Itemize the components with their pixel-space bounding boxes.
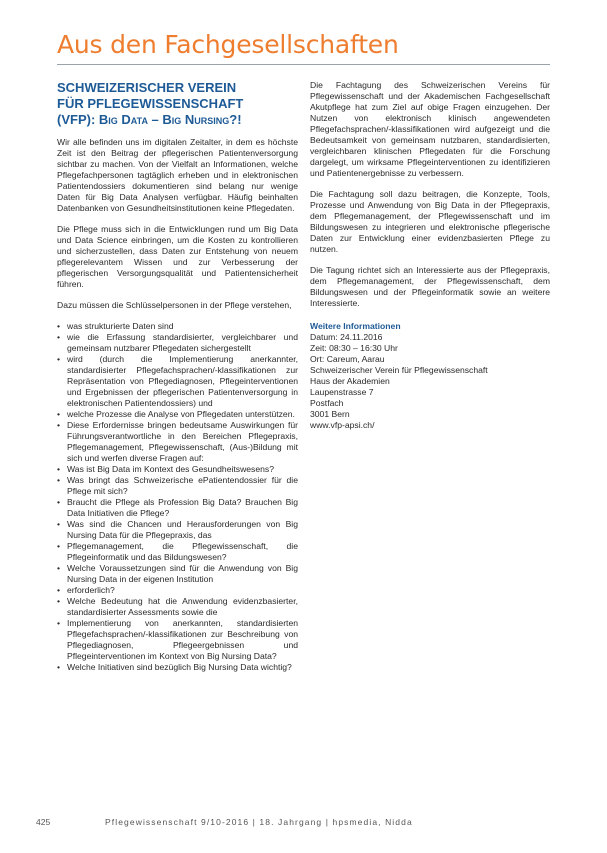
left-column xyxy=(57,80,298,673)
info-address-postbox: Postfach xyxy=(310,398,344,408)
info-address-building: Haus der Akademien xyxy=(310,376,390,386)
title-line-3-prefix: (VFP): xyxy=(57,112,99,127)
page-number: 425 xyxy=(36,817,51,827)
body-paragraph: Die Fachtagung soll dazu beitragen, die Konzepte, Tools, Prozesse und Anwendung von Big Data in der Pflegepraxis, dem Pflegemanagement, der Pflegewissenschaft und im Bildungswesen zu integrieren und elektronische pflegerische Daten zur Entwicklung einer evidenzbasierten Pflege zu nutzen. xyxy=(310,189,550,254)
footer-publication-info: Pflegewissenschaft 9/10-2016 | 18. Jahrgang | hpsmedia, Nidda xyxy=(105,817,413,827)
list-item: • wird (durch die Implementierung anerkannter, standardisierter Pflegefachsprachen/-klassifikationen zur Repräsentation von Pflegediagnosen, Pflegeinterventionen und Ergebnissen der pflegerischen Patientenversorgung in elektronischen Patientendossiers) und xyxy=(57,354,298,409)
list-item: • Welche Initiativen sind bezüglich Big Nursing Data wichtig? xyxy=(57,662,298,673)
list-item: • was strukturierte Daten sind xyxy=(57,321,298,332)
section-title: Aus den Fachgesellschaften xyxy=(57,30,399,59)
info-time: Zeit: 08:30 – 16:30 Uhr xyxy=(310,343,398,353)
article-title xyxy=(57,80,298,128)
title-line-1: SCHWEIZERISCHER VEREIN xyxy=(57,80,237,95)
info-organization: Schweizerischer Verein für Pflegewissenschaft xyxy=(310,365,488,375)
header-divider xyxy=(57,64,550,65)
info-address-city: 3001 Bern xyxy=(310,409,350,419)
info-address-street: Laupenstrasse 7 xyxy=(310,387,374,397)
list-item: • welche Prozesse die Analyse von Pflegedaten unterstützen. xyxy=(57,409,298,420)
list-item: • erforderlich? xyxy=(57,585,298,596)
title-line-2: FÜR PFLEGEWISSENSCHAFT xyxy=(57,96,244,111)
list-item: • Was sind die Chancen und Herausforderungen von Big Nursing Data für die Pflegepraxis, das xyxy=(57,519,298,541)
info-location: Ort: Careum, Aarau xyxy=(310,354,385,364)
page-footer xyxy=(0,817,607,831)
body-paragraph: Die Tagung richtet sich an Interessierte aus der Pflegepraxis, dem Pflegemanagement, der Pflegewissenschaft, dem Bildungswesen und der Pflegeinformatik sowie an weitere Interessierte. xyxy=(310,265,550,308)
body-paragraph: Die Pflege muss sich in die Entwicklungen rund um Big Data und Data Science einbringen, um die Kosten zu kontrollieren und sicherzustellen, dass Daten zur Entstehung von neuem pflegerelevantem Wissen und zur Verbesserung der pflegerischen Versorgungsqualität und Patientensicherheit führen. xyxy=(57,224,298,289)
list-item: • Welche Voraussetzungen sind für die Anwendung von Big Nursing Data in der eigenen Institution xyxy=(57,563,298,585)
list-item: • Was ist Big Data im Kontext des Gesundheitswesens? xyxy=(57,464,298,475)
info-heading: Weitere Informationen xyxy=(310,321,401,331)
intro-paragraph: Wir alle befinden uns im digitalen Zeitalter, in dem es höchste Zeit ist den Beitrag der pflegerischen Patientenversorgung sichtbar zu machen. Von der Vielfalt an Informationen, welche Pflegefachpersonen tagtäglich erheben und in elektronischen Patientendossiers dokumentieren sind belang nur wenige Daten für Big Data Analysen verfügbar. Häufig beinhalten Datenbanken von Gesundheitsinstitutionen keine Pflegedaten. xyxy=(57,137,298,213)
list-item: • Pflegemanagement, die Pflegewissenschaft, die Pflegeinformatik und das Bildungswesen? xyxy=(57,541,298,563)
question-list xyxy=(57,321,298,673)
list-item: • Diese Erfordernisse bringen bedeutsame Auswirkungen für Führungsverantwortliche in den Bereichen Pflegepraxis, Pflegemanagement, Pflegewissenschaft, (Aus-)Bildung mit sich und werfen diverse Fragen auf: xyxy=(57,420,298,464)
info-date: Datum: 24.11.2016 xyxy=(310,332,383,342)
right-column xyxy=(310,80,550,431)
list-item: • Welche Bedeutung hat die Anwendung evidenzbasierter, standardisierter Assessments sowie die xyxy=(57,596,298,618)
title-line-3-subtitle: Big Data – Big Nursing?! xyxy=(98,112,242,127)
list-item: • wie die Erfassung standardisierter, vergleichbarer und gemeinsam nutzbarer Pflegedaten sichergestellt xyxy=(57,332,298,354)
list-item: • Implementierung von anerkannten, standardisierten Pflegefachsprachen/-klassifikationen zur Beschreibung von Pflegediagnosen, Pflegeergebnissen und Pflegeinterventionen im Kontext von Big Nursing Data? xyxy=(57,618,298,662)
body-paragraph: Die Fachtagung des Schweizerischen Vereins für Pflegewissenschaft und der Akademischen Fachgesellschaft Akutpflege hat zum Ziel auf obige Fragen einzugehen. Der Nutzen von elektronisch klinisch angewendeten Pflegefachsprachen/-klassifikationen wird aufgezeigt und die Bedeutsamkeit von gemeinsam nutzbaren, standardisierten, vergleichbaren klinischen Pflegedaten für die Forschung dargelegt, um wirksame Pflegeinterventionen zu identifizieren und Patientenergebnisse zu verbessern. xyxy=(310,80,550,178)
info-website-link[interactable]: www.vfp-apsi.ch/ xyxy=(310,420,375,430)
body-paragraph: Dazu müssen die Schlüsselpersonen in der Pflege verstehen, xyxy=(57,300,292,310)
list-item: • Braucht die Pflege als Profession Big Data? Brauchen Big Data Initiativen die Pflege? xyxy=(57,497,298,519)
list-item: • Was bringt das Schweizerische ePatientendossier für die Pflege mit sich? xyxy=(57,475,298,497)
